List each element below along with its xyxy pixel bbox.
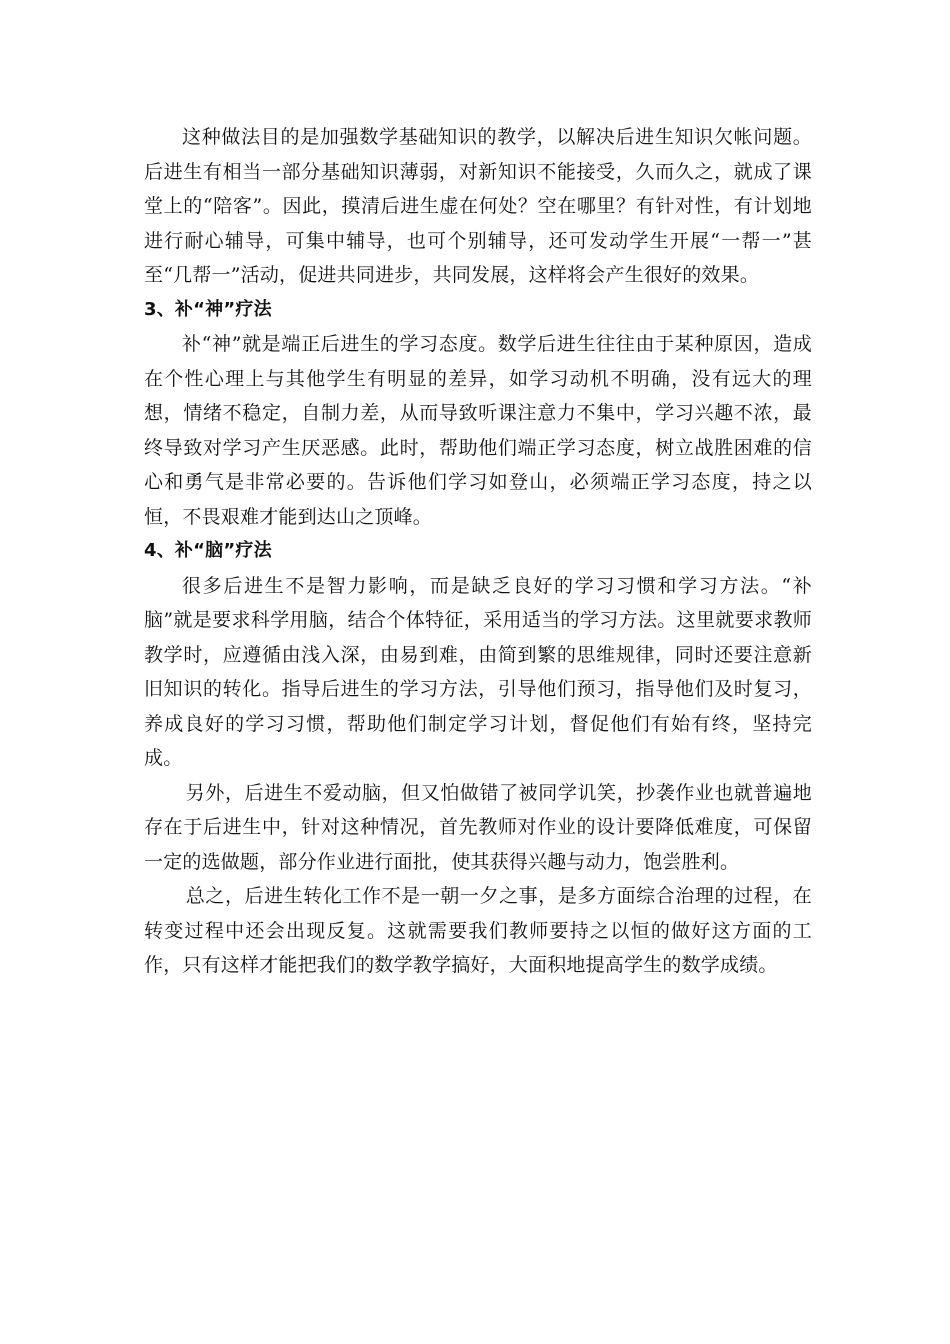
section-heading-3: 3、补“神”疗法	[144, 298, 272, 320]
paragraph-conclusion: 总之，后进生转化工作不是一朝一夕之事，是多方面综合治理的过程，在转变过程中还会出现反复。这就需要我们教师要持之以恒的做好这方面的工作，只有这样才能把我们的数学教学搞好，大面积地提高学生的数学成绩。	[144, 885, 812, 976]
document-body	[144, 120, 812, 983]
paragraph-study-habits: 很多后进生不是智力影响，而是缺乏良好的学习习惯和学习方法。“补脑”就是要求科学用脑，结合个体特征，采用适当的学习方法。这里就要求教师教学时，应遵循由浅入深，由易到难，由简到繁的思维规律，同时还要注意新旧知识的转化。指导后进生的学习方法，引导他们预习，指导他们及时复习，养成良好的学习习惯，帮助他们制定学习计划，督促他们有始有终，坚持完成。	[144, 574, 812, 769]
paragraph-attitude: 补“神”就是端正后进生的学习态度。数学后进生往往由于某种原因，造成在个性心理上与其他学生有明显的差异，如学习动机不明确，没有远大的理想，情绪不稳定，自制力差，从而导致听课注意力不集中，学习兴趣不浓，最终导致对学习产生厌恶感。此时，帮助他们端正学习态度，树立战胜困难的信心和勇气是非常必要的。告诉他们学习如登山，必须端正学习态度，持之以恒，不畏艰难才能到达山之顶峰。	[144, 333, 812, 528]
section-heading-4: 4、补“脑”疗法	[144, 540, 272, 561]
paragraph-remedial-tutoring: 这种做法目的是加强数学基础知识的教学，以解决后进生知识欠帐问题。后进生有相当一部分基础知识薄弱，对新知识不能接受，久而久之，就成了课堂上的“陪客”。因此，摸清后进生虚在何处？空在哪里？有针对性，有计划地进行耐心辅导，可集中辅导，也可个别辅导，还可发动学生开展“一帮一”甚至“几帮一”活动，促进共同进步，共同发展，这样将会产生很好的效果。	[144, 126, 812, 286]
paragraph-homework: 另外，后进生不爱动脑，但又怕做错了被同学讥笑，抄袭作业也就普遍地存在于后进生中，针对这种情况，首先教师对作业的设计要降低难度，可保留一定的选做题，部分作业进行面批，使其获得兴趣与动力，饱尝胜利。	[144, 781, 812, 873]
